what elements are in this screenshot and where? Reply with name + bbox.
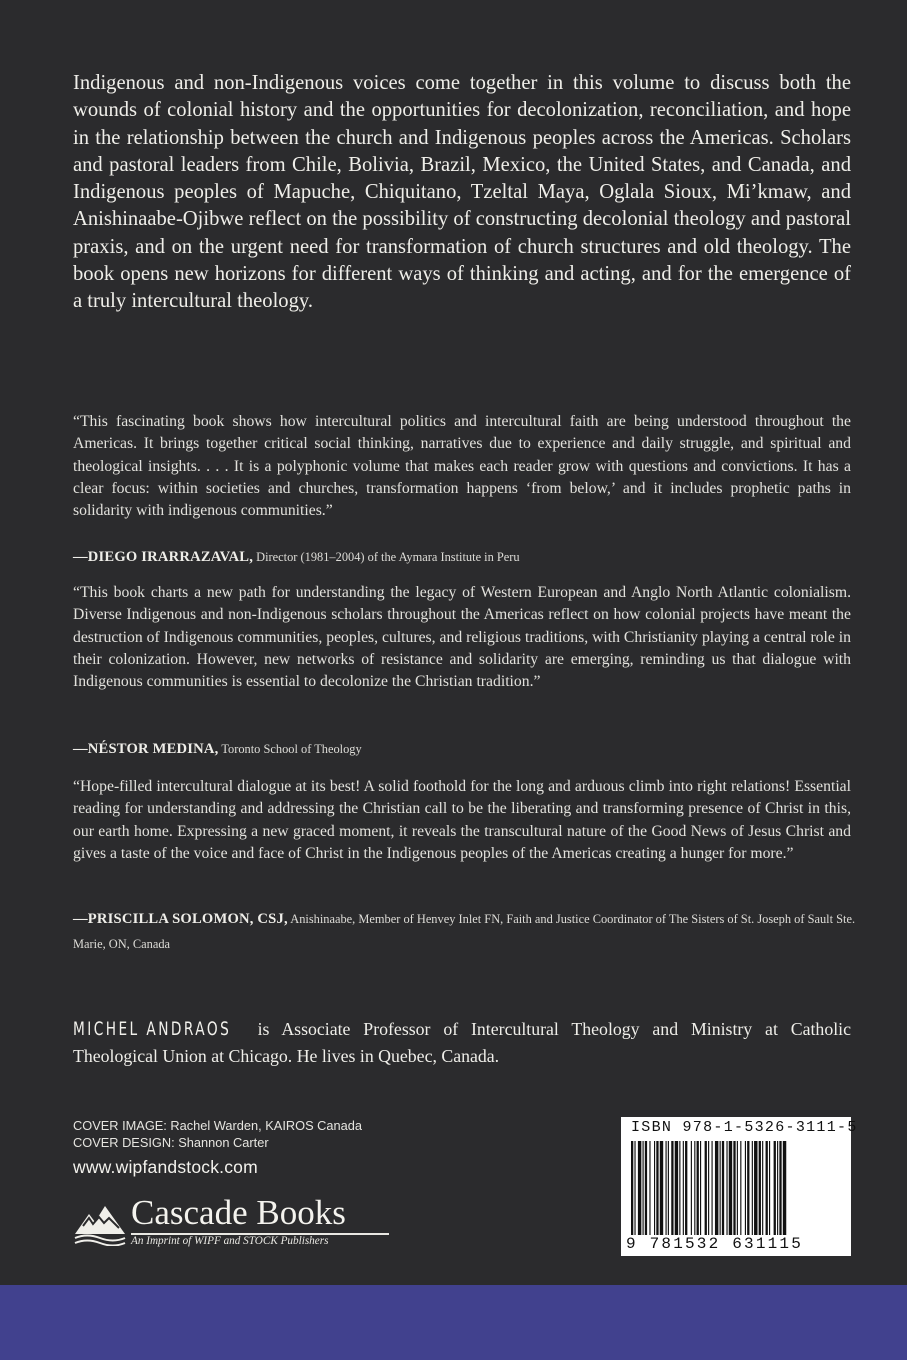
endorsement-attribution-3 — [73, 907, 863, 957]
barcode-bar — [729, 1141, 732, 1235]
barcode-bar — [675, 1141, 678, 1235]
barcode-digits: 9 781532 631115 — [626, 1235, 804, 1253]
endorser-affiliation: Anishinaabe, Member of Henvey Inlet FN, Faith and Justice Coordinator of The Sisters of St. Joseph of Sault Ste. Marie, ON, Canada — [73, 912, 856, 951]
barcode-bar — [769, 1141, 770, 1235]
barcode-bar — [740, 1141, 741, 1235]
barcode-bar — [694, 1141, 695, 1235]
barcode-bar — [705, 1141, 707, 1235]
publisher-name: Cascade Books — [131, 1193, 346, 1232]
isbn-barcode — [621, 1117, 858, 1256]
barcode-bar — [762, 1141, 763, 1235]
barcode-bar — [691, 1141, 692, 1235]
barcode-bar — [759, 1141, 761, 1235]
barcode-bar — [656, 1141, 658, 1235]
author-bio-text: is Associate Professor of Intercultural Theology and Ministry at Catholic Theological Union at Chicago. He lives in Quebec, Canada. — [73, 1019, 851, 1066]
barcode-bar — [634, 1141, 635, 1235]
endorser-affiliation: Toronto School of Theology — [218, 742, 362, 756]
barcode-bar — [671, 1141, 673, 1235]
barcode-bar — [783, 1141, 786, 1235]
barcode-bar — [666, 1141, 667, 1235]
barcode-bar — [708, 1141, 709, 1235]
publisher-logo — [73, 1193, 393, 1252]
barcode-bars — [631, 1141, 843, 1235]
barcode-bar — [722, 1141, 724, 1235]
barcode-bar — [712, 1141, 713, 1235]
bottom-color-band — [0, 1285, 907, 1360]
barcode-bar — [643, 1141, 644, 1235]
author-name: MICHEL ANDRAOS — [73, 1018, 232, 1040]
barcode-bar — [747, 1141, 749, 1235]
barcode-bar — [638, 1141, 641, 1235]
barcode-bar — [649, 1141, 650, 1235]
endorsement-attribution-2 — [73, 738, 863, 761]
endorsement-quote-2: “This book charts a new path for understanding the legacy of Western European and Anglo North Atlantic colonialism. Diverse Indigenous and non-Indigenous scholars throughout the Americas reflect on how colonial projects have meant the destruction of Indigenous communities, peoples, cultures, and religious traditions, with Christianity playing a central role in their colonization. However, new networks of resistance and solidarity are emerging, reminding us that dialogue with Indigenous communities is essential to decolonize the Christian tradition.” — [73, 584, 851, 691]
cover-design-credit: COVER DESIGN: Shannon Carter — [73, 1135, 269, 1150]
barcode-bar — [774, 1141, 776, 1235]
barcode-bar — [720, 1141, 721, 1235]
endorser-name: —NÉSTOR MEDINA, — [73, 741, 219, 757]
endorser-name: —DIEGO IRARRAZAVAL, — [73, 549, 254, 565]
barcode-bar — [679, 1141, 680, 1235]
endorser-affiliation: Director (1981–2004) of the Aymara Institute in Peru — [253, 550, 520, 564]
barcode-bar — [697, 1141, 699, 1235]
publisher-imprint: An Imprint of WIPF and STOCK Publishers — [131, 1235, 329, 1247]
barcode-bar — [715, 1141, 718, 1235]
cover-image-credit: COVER IMAGE: Rachel Warden, KAIROS Canada — [73, 1118, 362, 1133]
barcode-bar — [631, 1141, 633, 1235]
barcode-bar — [766, 1141, 768, 1235]
endorsement-quote-3: “Hope-filled intercultural dialogue at its best! A solid foothold for the long and arduous climb into right relations! Essential reading for understanding and addressing the Christian call to be the liberating and transforming presence of Christ in this, our earth home. Expressing a new graced moment, it reveals the transcultural nature of the Good News of Jesus Christ and gives a taste of the voice and face of Christ in the Indigenous peoples of the Americas creating a hunger for more.” — [73, 778, 851, 862]
barcode-bar — [660, 1141, 663, 1235]
barcode-bar — [685, 1141, 687, 1235]
barcode-bar — [737, 1141, 738, 1235]
book-description: Indigenous and non-Indigenous voices come together in this volume to discuss both the wounds of colonial history and the opportunities for decolonization, reconciliation, and hope in the relationship between the church and Indigenous peoples across the Americas. Scholars and pastoral leaders from Chile, Bolivia, Brazil, Mexico, the United States, and Canada, and Indigenous peoples of Mapuche, Chiquitano, Tzeltal Maya, Oglala Sioux, Mi’kmaw, and Anishinaabe-Ojibwe reflect on the possibility of constructing decolonial theology and pastoral praxis, and on the urgent need for transformation of church structures and old theology. The book opens new horizons for different ways of thinking and acting, and for the emergence of a truly intercultural theology. — [73, 72, 851, 313]
barcode-bar — [668, 1141, 669, 1235]
barcode-bar — [754, 1141, 757, 1235]
publisher-website: www.wipfandstock.com — [73, 1157, 258, 1177]
barcode-bar — [779, 1141, 781, 1235]
barcode-bar — [645, 1141, 647, 1235]
barcode-bar — [752, 1141, 753, 1235]
barcode-bar — [726, 1141, 727, 1235]
author-bio — [73, 1016, 851, 1069]
barcode-bar — [683, 1141, 684, 1235]
isbn-text: ISBN 978-1-5326-3111-5 — [631, 1119, 858, 1136]
barcode-bar — [733, 1141, 735, 1235]
endorser-name: —PRISCILLA SOLOMON, CSJ, — [73, 911, 288, 927]
cover-credits — [73, 1117, 362, 1151]
barcode-bar — [745, 1141, 746, 1235]
barcode-bar — [777, 1141, 778, 1235]
barcode-bar — [654, 1141, 655, 1235]
mountain-logo-icon — [73, 1200, 127, 1246]
endorsement-attribution-1 — [73, 546, 863, 569]
endorsement-quote-1: “This fascinating book shows how intercultural politics and intercultural faith are being understood throughout the Americas. It brings together critical social thinking, narratives due to experience and daily struggle, and spiritual and theological insights. . . . It is a polyphonic volume that makes each reader grow with questions and convictions. It has a clear focus: within societies and churches, transformation happens ‘from below,’ and it includes prophetic paths in solidarity with indigenous communities.” — [73, 413, 851, 520]
barcode-bar — [700, 1141, 701, 1235]
